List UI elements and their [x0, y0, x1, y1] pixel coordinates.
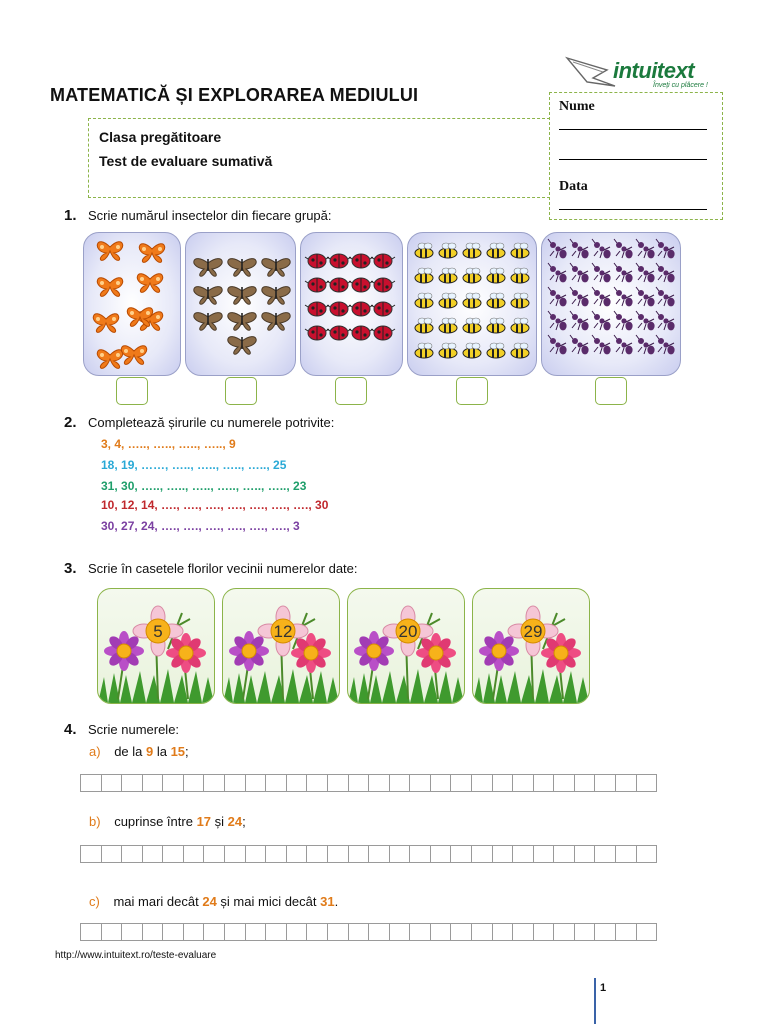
- intuitext-logo: [563, 52, 723, 92]
- footer-url[interactable]: http://www.intuitext.ro/teste-evaluare: [55, 950, 217, 961]
- grid-cell[interactable]: [636, 923, 658, 941]
- class-info-box: [88, 118, 560, 198]
- item-text: mai mari decât: [113, 894, 203, 909]
- item-4a: [89, 744, 189, 759]
- grid-cell[interactable]: [615, 845, 636, 863]
- answer-grid-c[interactable]: [80, 923, 657, 941]
- grid-cell[interactable]: [142, 923, 163, 941]
- question-4: [64, 721, 179, 738]
- grid-cell[interactable]: [306, 845, 327, 863]
- item-4b: [89, 814, 246, 829]
- grid-cell[interactable]: [245, 845, 266, 863]
- grid-cell[interactable]: [512, 774, 533, 792]
- grid-cell[interactable]: [615, 774, 636, 792]
- grid-cell[interactable]: [245, 923, 266, 941]
- bees-icon: [408, 233, 536, 375]
- highlight-number: 15: [170, 744, 186, 759]
- grid-cell[interactable]: [162, 923, 183, 941]
- answer-box-1[interactable]: [116, 377, 148, 405]
- grid-cell[interactable]: [450, 774, 471, 792]
- item-letter: c): [89, 894, 100, 909]
- class-label: Clasa pregătitoare: [99, 129, 222, 145]
- question-1: [64, 207, 332, 224]
- grid-cell[interactable]: [409, 845, 430, 863]
- student-info-box: [549, 92, 723, 220]
- grid-cell[interactable]: [162, 774, 183, 792]
- question-2: [64, 414, 334, 431]
- grid-cell[interactable]: [430, 845, 451, 863]
- brown-butterflies-icon: [186, 233, 295, 375]
- grid-cell[interactable]: [224, 923, 245, 941]
- logo-tagline: Înveți cu plăcere !: [653, 82, 708, 89]
- item-text: .: [334, 894, 339, 909]
- grid-cell[interactable]: [389, 923, 410, 941]
- grid-cell[interactable]: [306, 923, 327, 941]
- grid-cell[interactable]: [368, 923, 389, 941]
- grid-cell[interactable]: [327, 774, 348, 792]
- insect-group-4: [407, 232, 537, 376]
- flower-card-2: [222, 588, 340, 704]
- flower-card-3: [347, 588, 465, 704]
- grid-cell[interactable]: [224, 845, 245, 863]
- name-label: Nume: [559, 99, 595, 114]
- item-text: ;: [242, 814, 246, 829]
- grid-cell[interactable]: [286, 845, 307, 863]
- item-letter: b): [89, 814, 101, 829]
- question-number: 2.: [64, 414, 77, 431]
- flower-number: 20: [398, 622, 418, 641]
- grid-cell[interactable]: [162, 845, 183, 863]
- grid-cell[interactable]: [389, 845, 410, 863]
- grid-cell[interactable]: [203, 845, 224, 863]
- grid-cell[interactable]: [471, 845, 492, 863]
- page-number-bar: [594, 978, 596, 1024]
- grid-cell[interactable]: [450, 845, 471, 863]
- grid-cell[interactable]: [471, 774, 492, 792]
- flower-illustration-icon: [473, 589, 589, 703]
- highlight-number: 31: [320, 894, 335, 909]
- grid-cell[interactable]: [594, 845, 615, 863]
- insect-group-1: [83, 232, 181, 376]
- grid-cell[interactable]: [492, 774, 513, 792]
- grid-cell[interactable]: [327, 845, 348, 863]
- name-line-1[interactable]: [559, 129, 707, 130]
- orange-butterflies-icon: [84, 233, 180, 375]
- sequence-5[interactable]: 30, 27, 24, …., …., …., …., …., …., 3: [101, 519, 300, 533]
- grid-cell[interactable]: [183, 774, 204, 792]
- flower-number: 5: [153, 622, 163, 641]
- grid-cell[interactable]: [80, 774, 101, 792]
- grid-cell[interactable]: [348, 923, 369, 941]
- grid-cell[interactable]: [80, 845, 101, 863]
- grid-cell[interactable]: [224, 774, 245, 792]
- flower-card-1: [97, 588, 215, 704]
- grid-cell[interactable]: [615, 923, 636, 941]
- sequence-3[interactable]: 31, 30, ….., ….., ….., ….., ….., ….., 23: [101, 479, 307, 493]
- grid-cell[interactable]: [636, 774, 658, 792]
- date-line[interactable]: [559, 209, 707, 210]
- item-letter: a): [89, 744, 101, 759]
- date-label: Data: [559, 179, 588, 194]
- grid-cell[interactable]: [553, 774, 574, 792]
- flower-illustration-icon: [348, 589, 464, 703]
- grid-cell[interactable]: [265, 845, 286, 863]
- item-4c: [89, 894, 338, 909]
- grid-cell[interactable]: [512, 845, 533, 863]
- grid-cell[interactable]: [142, 774, 163, 792]
- grid-cell[interactable]: [101, 774, 122, 792]
- grid-cell[interactable]: [286, 923, 307, 941]
- grid-cell[interactable]: [265, 774, 286, 792]
- answer-grid-a[interactable]: [80, 774, 657, 792]
- grid-cell[interactable]: [183, 845, 204, 863]
- grid-cell[interactable]: [533, 923, 554, 941]
- answer-box-4[interactable]: [456, 377, 488, 405]
- grid-cell[interactable]: [553, 845, 574, 863]
- question-number: 4.: [64, 721, 77, 738]
- grid-cell[interactable]: [450, 923, 471, 941]
- grid-cell[interactable]: [348, 774, 369, 792]
- grid-cell[interactable]: [594, 774, 615, 792]
- grid-cell[interactable]: [430, 923, 451, 941]
- grid-cell[interactable]: [492, 845, 513, 863]
- insect-group-2: [185, 232, 296, 376]
- grid-cell[interactable]: [533, 774, 554, 792]
- question-text: Scrie în casetele florilor vecinii numerelor date:: [88, 561, 358, 576]
- highlight-number: 24: [227, 814, 243, 829]
- grid-cell[interactable]: [121, 923, 142, 941]
- flower-illustration-icon: [223, 589, 339, 703]
- grid-cell[interactable]: [492, 923, 513, 941]
- grid-cell[interactable]: [80, 923, 101, 941]
- grid-cell[interactable]: [183, 923, 204, 941]
- name-line-2[interactable]: [559, 159, 707, 160]
- page-title: MATEMATICĂ ȘI EXPLORAREA MEDIULUI: [50, 85, 419, 105]
- item-text: la: [153, 744, 171, 759]
- question-number: 1.: [64, 207, 77, 224]
- flower-card-4: [472, 588, 590, 704]
- grid-cell[interactable]: [409, 923, 430, 941]
- grid-cell[interactable]: [471, 923, 492, 941]
- question-number: 3.: [64, 560, 77, 577]
- sequence-1[interactable]: 3, 4, ….., ….., ….., ….., 9: [101, 437, 236, 451]
- grid-cell[interactable]: [368, 845, 389, 863]
- grid-cell[interactable]: [286, 774, 307, 792]
- item-text: de la: [114, 744, 146, 759]
- grid-cell[interactable]: [574, 774, 595, 792]
- item-text: și mai mici decât: [216, 894, 321, 909]
- grid-cell[interactable]: [636, 845, 658, 863]
- ladybugs-icon: [301, 233, 402, 375]
- grid-cell[interactable]: [430, 774, 451, 792]
- logo-text: intuitext: [613, 58, 695, 83]
- grid-cell[interactable]: [101, 845, 122, 863]
- grid-cell[interactable]: [203, 774, 224, 792]
- question-text: Scrie numărul insectelor din fiecare grupă:: [88, 208, 332, 223]
- highlight-number: 24: [202, 894, 217, 909]
- grid-cell[interactable]: [389, 774, 410, 792]
- question-text: Completează șirurile cu numerele potrivite:: [88, 415, 335, 430]
- grid-cell[interactable]: [203, 923, 224, 941]
- grid-cell[interactable]: [121, 774, 142, 792]
- item-text: și: [211, 814, 228, 829]
- answer-grid-b[interactable]: [80, 845, 657, 863]
- grid-cell[interactable]: [533, 845, 554, 863]
- grid-cell[interactable]: [121, 845, 142, 863]
- highlight-number: 17: [196, 814, 212, 829]
- sequence-2[interactable]: 18, 19, ……, ….., ….., ….., ….., 25: [101, 458, 287, 472]
- flower-illustration-icon: [98, 589, 214, 703]
- grid-cell[interactable]: [101, 923, 122, 941]
- answer-box-2[interactable]: [225, 377, 257, 405]
- grid-cell[interactable]: [142, 845, 163, 863]
- question-text: Scrie numerele:: [88, 722, 180, 737]
- question-3: [64, 560, 358, 577]
- grid-cell[interactable]: [368, 774, 389, 792]
- ants-icon: [542, 233, 680, 375]
- flower-number: 12: [273, 622, 293, 641]
- sequence-4[interactable]: 10, 12, 14, …., …., …., …., …., …., …., 30: [101, 498, 329, 512]
- item-text: cuprinse între: [114, 814, 197, 829]
- answer-box-3[interactable]: [335, 377, 367, 405]
- grid-cell[interactable]: [553, 923, 574, 941]
- page-number: 1: [600, 982, 607, 994]
- test-label: Test de evaluare sumativă: [99, 153, 273, 169]
- grid-cell[interactable]: [594, 923, 615, 941]
- grid-cell[interactable]: [306, 774, 327, 792]
- grid-cell[interactable]: [574, 845, 595, 863]
- highlight-number: 9: [146, 744, 154, 759]
- insect-group-3: [300, 232, 403, 376]
- grid-cell[interactable]: [409, 774, 430, 792]
- insect-group-5: [541, 232, 681, 376]
- answer-box-5[interactable]: [595, 377, 627, 405]
- grid-cell[interactable]: [327, 923, 348, 941]
- grid-cell[interactable]: [245, 774, 266, 792]
- grid-cell[interactable]: [348, 845, 369, 863]
- item-text: ;: [185, 744, 189, 759]
- grid-cell[interactable]: [512, 923, 533, 941]
- grid-cell[interactable]: [265, 923, 286, 941]
- flower-number: 29: [523, 622, 543, 641]
- grid-cell[interactable]: [574, 923, 595, 941]
